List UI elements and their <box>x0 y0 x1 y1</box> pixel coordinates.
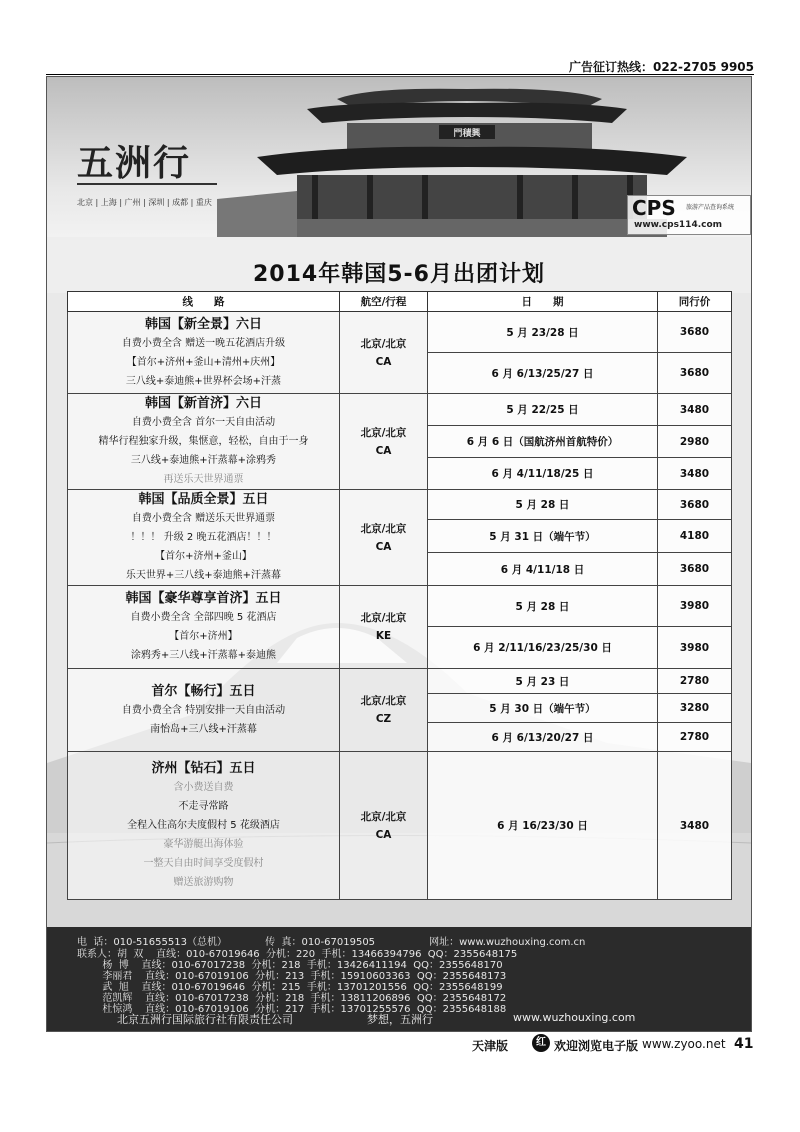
header-rule <box>46 74 754 75</box>
route-title: 韩国【新首济】六日 <box>144 396 262 411</box>
banner <box>47 77 751 237</box>
palace-lower-wall <box>297 175 647 219</box>
route-cell <box>68 669 340 752</box>
palace-upper-eave <box>307 103 627 123</box>
tour-schedule-table <box>67 291 732 900</box>
trade-price: 3480 <box>658 394 732 426</box>
route-detail: 乐天世界+三八线+泰迪熊+汗蒸幕 <box>125 570 282 581</box>
contact-line: 杨 博 直线：010-67017238 分机：218 手机：13426411194 QQ：2355648170 <box>77 960 503 971</box>
route-title: 韩国【新全景】六日 <box>144 316 262 332</box>
page-number: 41 <box>734 1036 754 1052</box>
palace-base <box>277 219 667 237</box>
footer-badge-icon: 红 <box>532 1034 550 1052</box>
brand-cities: 北京 | 上海 | 广州 | 深圳 | 成都 | 重庆 <box>77 198 212 207</box>
col-header-route: 线 路 <box>68 292 340 312</box>
departure-date: 5 月 23 日 <box>428 669 658 694</box>
contact-line: 电 话：010-51655513（总机） 传 真：010-67019505 网址：www.wuzhouxing.com.cn <box>77 937 586 948</box>
route-cell <box>68 752 340 900</box>
cps-subtitle: 旅游产品查询系统 <box>686 204 735 211</box>
airline-code: KE <box>375 630 392 642</box>
cps-box <box>627 195 751 235</box>
airline-cell <box>340 312 428 394</box>
airline-cell <box>340 752 428 900</box>
company-website[interactable]: www.wuzhouxing.com <box>513 1011 636 1024</box>
route-detail: 自费小费全含 赠送一晚五花酒店升级 <box>121 337 286 349</box>
route-title: 济州【钻石】五日 <box>151 761 256 776</box>
departure-date: 6 月 16/23/30 日 <box>428 752 658 900</box>
footer-edition: 天津版 <box>472 1039 509 1053</box>
route-detail: 全程入住高尔夫度假村 5 花级酒店 <box>127 820 280 831</box>
table-row <box>68 752 732 900</box>
page-title: 2014年韩国5-6月出团计划 <box>253 262 545 287</box>
footer-url[interactable]: www.zyoo.net <box>642 1037 726 1051</box>
contact-section <box>47 927 751 1031</box>
airline-code: CA <box>375 444 392 457</box>
palace-lower-roof <box>257 147 687 175</box>
airline-cell <box>340 490 428 586</box>
departure-date: 5 月 28 日 <box>428 490 658 520</box>
trade-price: 3980 <box>658 586 732 627</box>
contact-line: 杜惊鸿 直线：010-67019106 分机：217 手机：13701255576 QQ：2355648188 <box>77 1004 507 1015</box>
table-row <box>68 586 732 627</box>
table-row <box>68 490 732 520</box>
departure-date: 6 月 6/13/25/27 日 <box>428 353 658 394</box>
route-detail: 自费小费全含 赠送乐天世界通票 <box>131 513 276 524</box>
trade-price: 2780 <box>658 669 732 694</box>
trade-price: 3680 <box>658 490 732 520</box>
trade-price: 2780 <box>658 723 732 752</box>
table-header-row <box>68 292 732 312</box>
company-name: 北京五洲行国际旅行社有限责任公司 <box>117 1013 293 1026</box>
route-endpoints: 北京/北京 <box>360 695 407 707</box>
route-detail: 自费小费全含 全部四晚 5 花酒店 <box>130 612 277 623</box>
route-detail: 三八线+泰迪熊+世界杯会场+汗蒸 <box>125 375 282 387</box>
cps-url: www.cps114.com <box>634 220 723 230</box>
route-cell <box>68 586 340 669</box>
route-endpoints: 北京/北京 <box>360 522 407 535</box>
table-row <box>68 312 732 353</box>
trade-price: 3680 <box>658 353 732 394</box>
airline-code: CA <box>375 828 392 841</box>
departure-date: 6 月 6 日（国航济州首航特价） <box>428 426 658 458</box>
departure-date: 6 月 2/11/16/23/25/30 日 <box>428 627 658 669</box>
advertisement <box>46 76 752 1032</box>
departure-date: 5 月 31 日（端午节） <box>428 520 658 553</box>
route-detail: 【首尔+济州】 <box>169 631 238 642</box>
trade-price: 3980 <box>658 627 732 669</box>
departure-date: 5 月 23/28 日 <box>428 312 658 353</box>
route-detail: 含小费送自费 <box>173 782 234 793</box>
departure-date: 6 月 6/13/20/27 日 <box>428 723 658 752</box>
route-detail: 豪华游艇出海体验 <box>163 839 244 850</box>
palace-sign-text: 門積興 <box>453 129 481 139</box>
route-detail: 精华行程独家升级，集惬意，轻松，自由于一身 <box>98 436 309 447</box>
departure-date: 6 月 4/11/18 日 <box>428 553 658 586</box>
route-detail: 不走寻常路 <box>178 801 229 812</box>
col-header-date: 日 期 <box>428 292 658 312</box>
route-detail: 赠送旅游购物 <box>173 877 234 888</box>
departure-date: 6 月 4/11/18/25 日 <box>428 458 658 490</box>
route-detail: 南怡岛+三八线+汗蒸幕 <box>150 723 257 735</box>
page-footer <box>0 1034 754 1056</box>
route-endpoints: 北京/北京 <box>360 337 407 350</box>
brand-logo: 五洲行 <box>77 142 192 184</box>
route-detail: 【首尔+济州+釜山+清州+庆州】 <box>126 356 281 368</box>
route-detail: ！！！ 升级 2 晚五花酒店！！！ <box>130 532 277 543</box>
palace-left-wall <box>217 191 297 237</box>
route-title: 首尔【畅行】五日 <box>151 683 256 699</box>
airline-cell <box>340 586 428 669</box>
airline-cell <box>340 669 428 752</box>
ad-hotline: 广告征订热线：022-2705 9905 <box>568 60 754 74</box>
route-title: 韩国【品质全景】五日 <box>138 492 269 507</box>
route-endpoints: 北京/北京 <box>360 426 407 439</box>
trade-price: 3680 <box>658 553 732 586</box>
route-cell <box>68 490 340 586</box>
col-header-price: 同行价 <box>658 292 732 312</box>
route-detail: 自费小费全含 特别安排一天自由活动 <box>121 704 286 716</box>
table-row <box>68 669 732 694</box>
route-detail: 自费小费全含 首尔一天自由活动 <box>131 417 276 428</box>
route-endpoints: 北京/北京 <box>360 612 407 624</box>
table-row <box>68 394 732 426</box>
airline-code: CA <box>375 540 392 553</box>
contact-line: 范凯辉 直线：010-67017238 分机：218 手机：13811206896 QQ：2355648172 <box>77 993 507 1004</box>
route-title: 韩国【豪华尊享首济】五日 <box>125 591 282 606</box>
airline-code: CA <box>375 355 392 368</box>
route-detail: 三八线+泰迪熊+汗蒸幕+涂鸦秀 <box>130 455 277 466</box>
route-detail: 【首尔+济州+釜山】 <box>155 551 252 562</box>
departure-date: 5 月 30 日（端午节） <box>428 694 658 723</box>
logo-underline <box>77 183 217 185</box>
cps-logo: CPS <box>632 196 676 220</box>
contact-line: 武 旭 直线：010-67019646 分机：215 手机：13701201556 QQ：2355648199 <box>77 982 503 993</box>
route-cell <box>68 312 340 394</box>
trade-price: 2980 <box>658 426 732 458</box>
airline-code: CZ <box>375 713 392 725</box>
trade-price: 3480 <box>658 752 732 900</box>
route-detail: 再送乐天世界通票 <box>163 474 244 485</box>
route-detail: 涂鸦秀+三八线+汗蒸幕+泰迪熊 <box>130 650 277 661</box>
contact-line: 李丽君 直线：010-67019106 分机：213 手机：15910603363 QQ：2355648173 <box>77 971 507 982</box>
footer-welcome: 欢迎浏览电子版 <box>554 1039 639 1053</box>
departure-date: 5 月 22/25 日 <box>428 394 658 426</box>
company-slogan: 梦想，五洲行 <box>367 1013 433 1026</box>
route-endpoints: 北京/北京 <box>360 810 407 823</box>
route-cell <box>68 394 340 490</box>
trade-price: 4180 <box>658 520 732 553</box>
airline-cell <box>340 394 428 490</box>
trade-price: 3280 <box>658 694 732 723</box>
col-header-airline: 航空/行程 <box>340 292 428 312</box>
trade-price: 3480 <box>658 458 732 490</box>
route-detail: 一整天自由时间享受度假村 <box>143 858 264 869</box>
departure-date: 5 月 28 日 <box>428 586 658 627</box>
trade-price: 3680 <box>658 312 732 353</box>
contact-line: 联系人：胡 双 直线：010-67019646 分机：220 手机：13466394796 QQ：2355648175 <box>77 949 518 960</box>
